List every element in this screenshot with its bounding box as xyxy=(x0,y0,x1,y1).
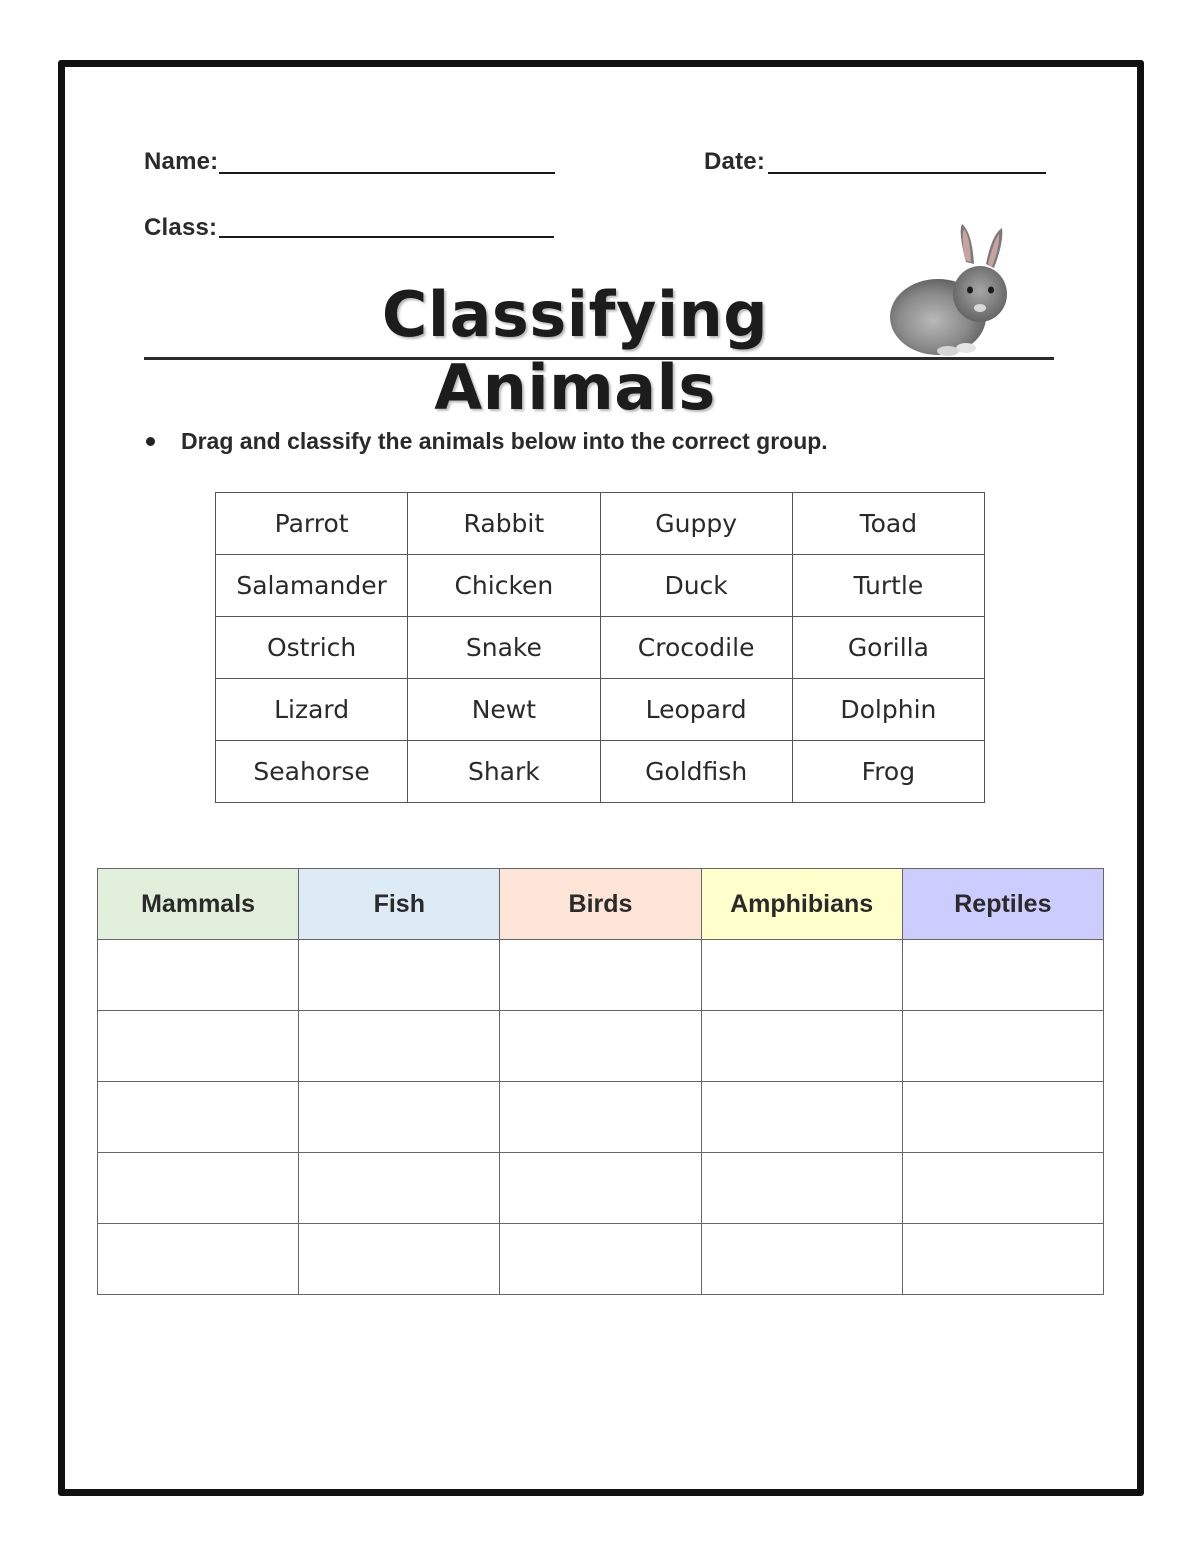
drop-zone-reptiles[interactable] xyxy=(902,1011,1103,1082)
drop-zone-mammals[interactable] xyxy=(98,1082,299,1153)
name-label: Name: xyxy=(144,148,219,175)
drop-zone-reptiles[interactable] xyxy=(902,1153,1103,1224)
drop-zone-amphibians[interactable] xyxy=(701,1224,902,1295)
group-header-mammals: Mammals xyxy=(98,869,299,940)
drop-zone-reptiles[interactable] xyxy=(902,940,1103,1011)
drop-zone-mammals[interactable] xyxy=(98,1153,299,1224)
group-header-amphibians: Amphibians xyxy=(701,869,902,940)
drop-zone-amphibians[interactable] xyxy=(701,940,902,1011)
animal-card[interactable]: Leopard xyxy=(600,679,792,741)
drop-zone-mammals[interactable] xyxy=(98,1224,299,1295)
drop-zone-reptiles[interactable] xyxy=(902,1224,1103,1295)
drop-zone-amphibians[interactable] xyxy=(701,1082,902,1153)
drop-zone-birds[interactable] xyxy=(500,1082,701,1153)
animal-row xyxy=(216,679,985,741)
classification-table xyxy=(97,868,1104,1295)
drop-zone-amphibians[interactable] xyxy=(701,1153,902,1224)
animal-card[interactable]: Parrot xyxy=(216,493,408,555)
drop-zone-fish[interactable] xyxy=(299,940,500,1011)
animal-row xyxy=(216,741,985,803)
drop-zone-fish[interactable] xyxy=(299,1011,500,1082)
animal-card[interactable]: Frog xyxy=(792,741,984,803)
drop-row xyxy=(98,1082,1104,1153)
animal-card[interactable]: Salamander xyxy=(216,555,408,617)
drop-zone-fish[interactable] xyxy=(299,1153,500,1224)
drop-zone-birds[interactable] xyxy=(500,1153,701,1224)
animal-row xyxy=(216,493,985,555)
drop-row xyxy=(98,940,1104,1011)
group-header-birds: Birds xyxy=(500,869,701,940)
animal-card[interactable]: Lizard xyxy=(216,679,408,741)
animal-card[interactable]: Seahorse xyxy=(216,741,408,803)
animal-card[interactable]: Duck xyxy=(600,555,792,617)
drop-zone-birds[interactable] xyxy=(500,1224,701,1295)
page-title: Classifying Animals xyxy=(381,278,769,424)
rabbit-image xyxy=(888,222,1018,362)
class-label: Class: xyxy=(144,214,218,241)
animal-card[interactable]: Shark xyxy=(408,741,600,803)
animal-row xyxy=(216,617,985,679)
animal-card[interactable]: Snake xyxy=(408,617,600,679)
animal-card[interactable]: Turtle xyxy=(792,555,984,617)
animal-card[interactable]: Newt xyxy=(408,679,600,741)
drop-row xyxy=(98,1011,1104,1082)
drop-row xyxy=(98,1153,1104,1224)
drop-zone-mammals[interactable] xyxy=(98,1011,299,1082)
drop-zone-birds[interactable] xyxy=(500,1011,701,1082)
name-field-line[interactable] xyxy=(219,172,555,174)
animal-card[interactable]: Crocodile xyxy=(600,617,792,679)
animal-card[interactable]: Rabbit xyxy=(408,493,600,555)
drop-zone-fish[interactable] xyxy=(299,1224,500,1295)
group-header-reptiles: Reptiles xyxy=(902,869,1103,940)
animal-card[interactable]: Dolphin xyxy=(792,679,984,741)
drop-zone-reptiles[interactable] xyxy=(902,1082,1103,1153)
drop-zone-birds[interactable] xyxy=(500,940,701,1011)
date-label: Date: xyxy=(704,148,766,175)
class-field-line[interactable] xyxy=(219,236,554,238)
drop-zone-fish[interactable] xyxy=(299,1082,500,1153)
animal-card[interactable]: Chicken xyxy=(408,555,600,617)
animal-card[interactable]: Gorilla xyxy=(792,617,984,679)
bullet-icon xyxy=(146,437,155,446)
drop-row xyxy=(98,1224,1104,1295)
instruction-text: Drag and classify the animals below into the correct group. xyxy=(181,428,828,454)
drop-zone-amphibians[interactable] xyxy=(701,1011,902,1082)
animal-card[interactable]: Toad xyxy=(792,493,984,555)
animal-card[interactable]: Ostrich xyxy=(216,617,408,679)
instruction-line xyxy=(142,428,828,455)
animal-word-grid xyxy=(215,492,985,803)
group-header-fish: Fish xyxy=(299,869,500,940)
animal-card[interactable]: Guppy xyxy=(600,493,792,555)
group-header-row xyxy=(98,869,1104,940)
date-field-line[interactable] xyxy=(768,172,1046,174)
animal-row xyxy=(216,555,985,617)
animal-card[interactable]: Goldfish xyxy=(600,741,792,803)
drop-zone-mammals[interactable] xyxy=(98,940,299,1011)
